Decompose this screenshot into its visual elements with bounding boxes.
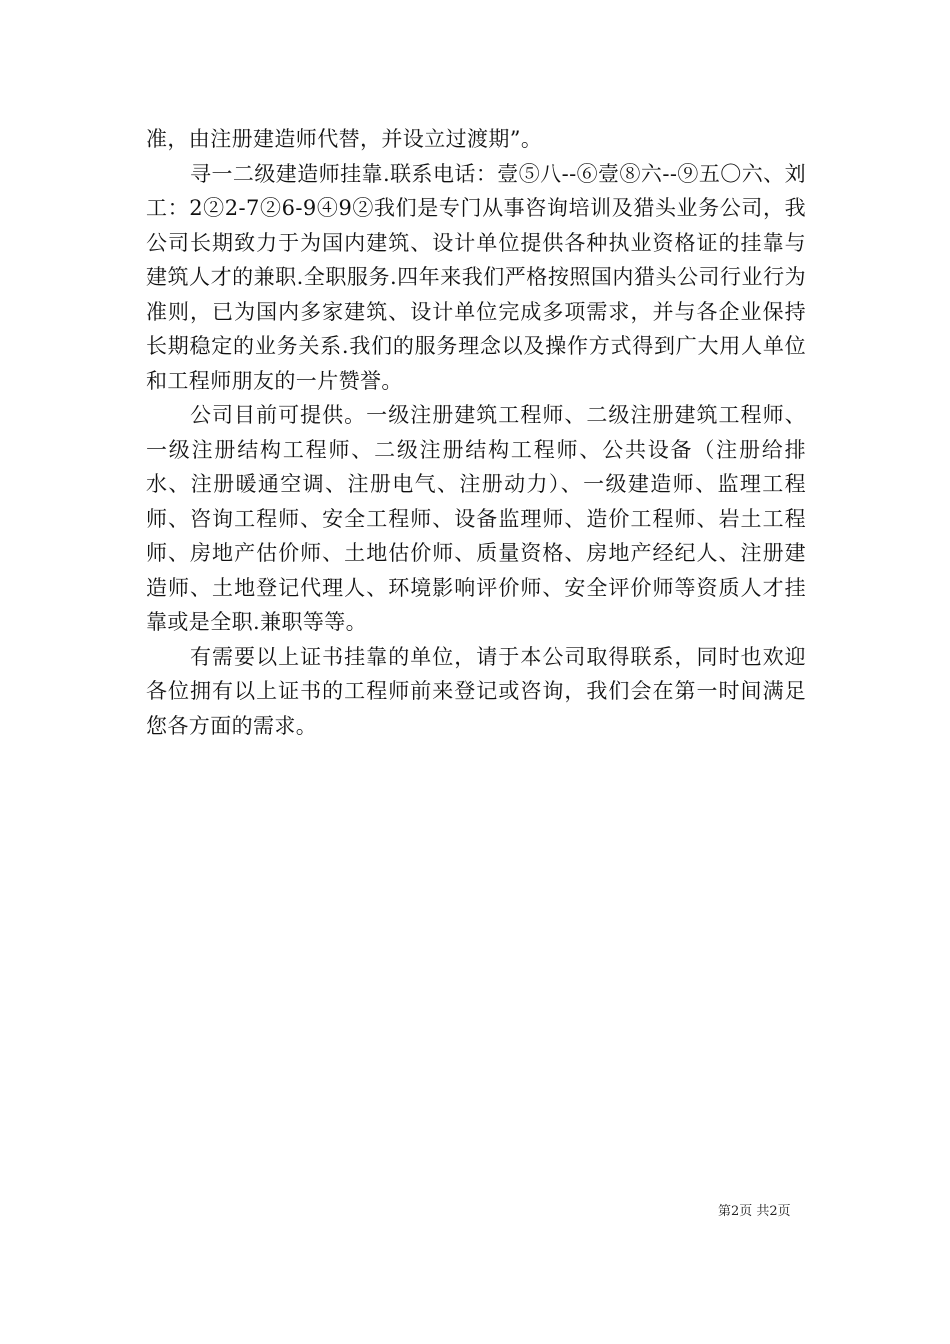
page-number-footer: 第2页 共2页	[718, 1204, 791, 1219]
paragraph-closing: 有需要以上证书挂靠的单位，请于本公司取得联系，同时也欢迎各位拥有以上证书的工程师前来登记或咨询，我们会在第一时间满足您各方面的需求。	[146, 644, 806, 738]
paragraph-contact-intro: 寻一二级建造师挂靠.联系电话：壹⑤八--⑥壹⑧六--⑨五〇六、刘工：2②2-7②6-9④9②我们是专门从事咨询培训及猎头业务公司，我公司长期致力于为国内建筑、设计单位提供各种执业资格证的挂靠与建筑人才的兼职.全职服务.四年来我们严格按照国内猎头公司行业行为准则，已为国内多家建筑、设计单位完成多项需求，并与各企业保持长期稳定的业务关系.我们的服务理念以及操作方式得到广大用人单位和工程师朋友的一片赞誉。	[146, 161, 806, 393]
document-body	[146, 122, 806, 743]
paragraph-services-list: 公司目前可提供。一级注册建筑工程师、二级注册建筑工程师、一级注册结构工程师、二级注册结构工程师、公共设备（注册给排水、注册暖通空调、注册电气、注册动力）、一级建造师、监理工程师、咨询工程师、安全工程师、设备监理师、造价工程师、岩土工程师、房地产估价师、土地估价师、质量资格、房地产经纪人、注册建造师、土地登记代理人、环境影响评价师、安全评价师等资质人才挂靠或是全职.兼职等等。	[146, 403, 806, 634]
paragraph-continuation: 准，由注册建造师代替，并设立过渡期”。	[146, 127, 543, 151]
